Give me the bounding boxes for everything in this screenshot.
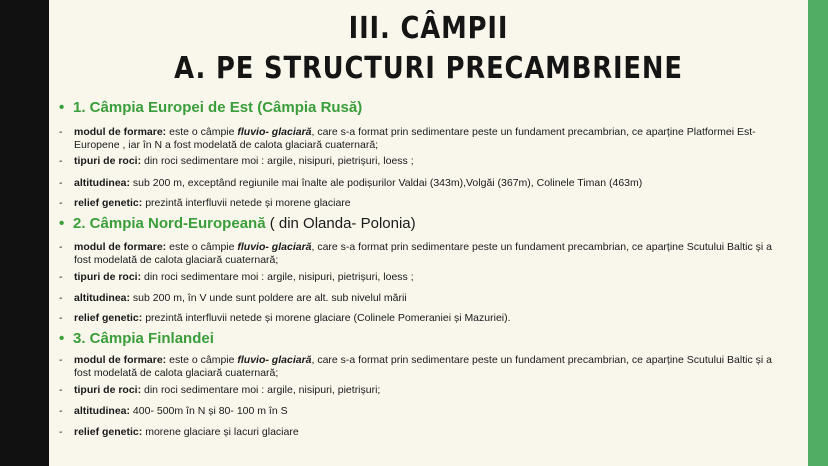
list-dash: - bbox=[59, 354, 63, 366]
section-3-item-formation bbox=[59, 354, 779, 379]
list-dash: - bbox=[59, 155, 63, 167]
section-1-item-relief bbox=[59, 197, 779, 210]
section-1-heading bbox=[59, 98, 362, 118]
list-dash: - bbox=[59, 177, 63, 189]
section-2-title: 2. Câmpia Nord-Europeană bbox=[73, 215, 266, 232]
item-label: modul de formare: bbox=[74, 241, 167, 253]
item-text: prezintă interfluvii netede și morene glaciare (Colinele Pomeraniei și Mazuriei). bbox=[142, 312, 511, 324]
item-emphasis: fluvio- glaciară bbox=[237, 126, 312, 138]
section-1-title: 1. Câmpia Europei de Est (Câmpia Rusă) bbox=[73, 99, 363, 116]
item-label: relief genetic: bbox=[74, 312, 143, 324]
item-text: 400- 500m în N și 80- 100 m în S bbox=[130, 405, 288, 417]
section-2-item-rocks bbox=[59, 271, 779, 284]
section-3-item-altitude bbox=[59, 405, 779, 418]
item-text: , care s-a format prin sedimentare peste un fundament precambrian, ce aparține Scutului Baltic și a fost modelată de calota glaciară cuaternară; bbox=[74, 354, 772, 379]
item-label: tipuri de roci: bbox=[74, 271, 142, 283]
list-dash: - bbox=[59, 384, 63, 396]
section-3-item-rocks bbox=[59, 384, 779, 397]
list-dash: - bbox=[59, 126, 63, 138]
item-label: modul de formare: bbox=[74, 354, 167, 366]
item-text: este o câmpie bbox=[166, 241, 238, 253]
left-decor-bar bbox=[0, 0, 49, 466]
list-dash: - bbox=[59, 197, 63, 209]
list-dash: - bbox=[59, 426, 63, 438]
section-3-title: 3. Câmpia Finlandei bbox=[73, 330, 214, 347]
item-text: din roci sedimentare moi : argile, nisipuri, pietrișuri; bbox=[141, 384, 381, 396]
item-text: , care s-a format prin sedimentare peste un fundament precambrian, ce aparține Platformei Est- Europene , iar în N a fost modelată de calota glaciară cuaternară; bbox=[74, 126, 756, 151]
slide bbox=[49, 0, 808, 466]
list-dash: - bbox=[59, 292, 63, 304]
item-label: relief genetic: bbox=[74, 426, 143, 438]
section-3-item-relief bbox=[59, 426, 779, 439]
slide-title-line2: A. PE STRUCTURI PRECAMBRIENE bbox=[174, 51, 683, 86]
section-1-item-rocks bbox=[59, 155, 779, 168]
right-decor-bar bbox=[808, 0, 828, 466]
section-2-item-altitude bbox=[59, 292, 779, 305]
item-emphasis: fluvio- glaciară bbox=[237, 241, 312, 253]
item-label: modul de formare: bbox=[74, 126, 167, 138]
section-2-item-formation bbox=[59, 241, 779, 266]
item-label: tipuri de roci: bbox=[74, 384, 142, 396]
section-bullet: • bbox=[59, 99, 65, 116]
item-label: altitudinea: bbox=[74, 292, 131, 304]
slide-title-line1: III. CÂMPII bbox=[348, 11, 509, 46]
list-dash: - bbox=[59, 271, 63, 283]
list-dash: - bbox=[59, 405, 63, 417]
section-2-item-relief bbox=[59, 312, 779, 325]
item-label: altitudinea: bbox=[74, 177, 131, 189]
section-2-heading bbox=[59, 214, 416, 234]
section-1-item-formation bbox=[59, 126, 779, 151]
section-bullet: • bbox=[59, 215, 65, 232]
item-text: din roci sedimentare moi : argile, nisipuri, pietrișuri, loess ; bbox=[141, 271, 414, 283]
item-text: este o câmpie bbox=[166, 126, 238, 138]
item-text: , care s-a format prin sedimentare peste un fundament precambrian, ce aparține Scutului Baltic și a fost modelată de calota glaciară cuaternară; bbox=[74, 241, 772, 266]
item-label: relief genetic: bbox=[74, 197, 143, 209]
item-label: altitudinea: bbox=[74, 405, 131, 417]
item-label: tipuri de roci: bbox=[74, 155, 142, 167]
section-bullet: • bbox=[59, 330, 65, 347]
item-emphasis: fluvio- glaciară bbox=[237, 354, 312, 366]
list-dash: - bbox=[59, 312, 63, 324]
section-3-heading bbox=[59, 329, 214, 349]
list-dash: - bbox=[59, 241, 63, 253]
item-text: morene glaciare și lacuri glaciare bbox=[142, 426, 299, 438]
section-2-suffix: ( din Olanda- Polonia) bbox=[265, 215, 416, 232]
item-text: din roci sedimentare moi : argile, nisipuri, pietrișuri, loess ; bbox=[141, 155, 414, 167]
item-text: este o câmpie bbox=[166, 354, 238, 366]
item-text: sub 200 m, în V unde sunt poldere are alt. sub nivelul mării bbox=[130, 292, 407, 304]
item-text: prezintă interfluvii netede și morene glaciare bbox=[142, 197, 351, 209]
item-text: sub 200 m, exceptând regiunile mai înalte ale podișurilor Valdai (343m),Volgăi (367m), Colinele Timan (463m) bbox=[130, 177, 643, 189]
section-1-item-altitude bbox=[59, 177, 779, 190]
